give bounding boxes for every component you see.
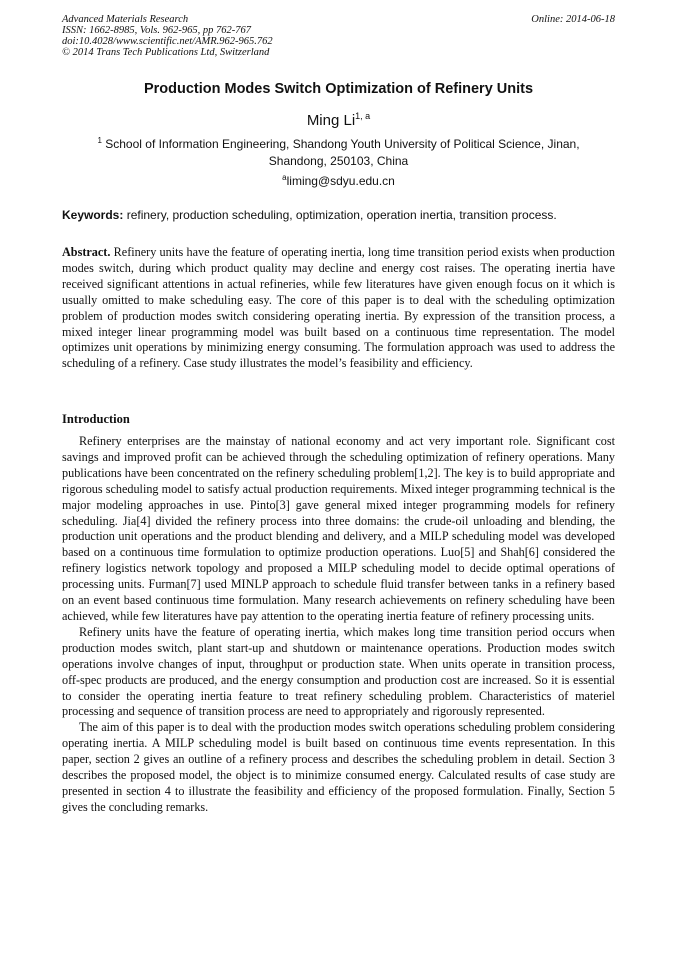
paper-title: Production Modes Switch Optimization of Refinery Units — [143, 81, 534, 97]
issn-line: ISSN: 1662-8985, Vols. 962-965, pp 762-767 — [62, 25, 251, 36]
affiliation-superscript: 1 — [97, 136, 102, 145]
email-address[interactable]: liming@sdyu.edu.cn — [286, 174, 395, 188]
copyright-line: © 2014 Trans Tech Publications Ltd, Switzerland — [62, 47, 270, 58]
email-superscript: a — [282, 173, 287, 182]
online-date: Online: 2014-06-18 — [531, 14, 615, 25]
journal-header — [62, 14, 442, 58]
author-line — [62, 112, 615, 130]
doi-line: doi:10.4028/www.scientific.net/AMR.962-965.762 — [62, 36, 273, 47]
abstract-label: Abstract. — [62, 245, 111, 259]
keywords-line — [62, 207, 615, 224]
author-superscript: 1, a — [355, 111, 371, 121]
email-line — [62, 173, 615, 190]
introduction-heading: Introduction — [62, 412, 130, 426]
introduction-body — [62, 434, 615, 816]
abstract-paragraph — [62, 245, 615, 372]
affiliation-text: School of Information Engineering, Shandong Youth University of Political Science, Jinan, Shandong, 250103, China — [105, 137, 580, 168]
affiliation — [80, 136, 597, 170]
body-paragraph-3: The aim of this paper is to deal with the production modes switch operations scheduling problem considering operating inertia. A MILP scheduling model is built based on continuous time events representation. In this paper, section 2 gives an outline of a refinery process and describes the scheduling problem in detail. Section 3 describes the proposed model, the object is to minimize consumed energy. Calculated results of case study are presented in section 4 to illustrate the feasibility and efficiency of the proposed formulation. Finally, Section 5 gives the concluding remarks. — [62, 720, 615, 814]
body-paragraph-2: Refinery units have the feature of operating inertia, which makes long time transition period occurs when production modes switch, plant start-up and shutdown or maintenance operations. Production modes switch operations involve changes of input, throughput or production state. When units operate in transition process, off-spec products are produced, and the energy consumption and production cost are increased. So it is essential to consider the operating inertia feature to treat refinery scheduling problem. Characteristics of materiel processing and sequence of transition process are need to appropriately and rigorously represented. — [62, 624, 615, 719]
abstract-text: Refinery units have the feature of operating inertia, long time transition period exists when production modes switch, during which product quality may decline and energy cost raises. The operating inertia have received significant attentions in actual refineries, while few literatures have given enough focus on it which is usually omitted to make scheduling easy. The core of this paper is to deal with the scheduling optimization problem of production modes switch considering operating inertia. By expression of the transition process, a mixed integer linear programming model was built based on a continuous time representation. The model optimizes unit operations by minimizing energy consuming. The formulation approach was used to address the scheduling of a refinery. Case study illustrates the model’s feasibility and efficiency. — [62, 245, 615, 371]
keywords-text: refinery, production scheduling, optimization, operation inertia, transition process. — [126, 208, 557, 222]
journal-name: Advanced Materials Research — [62, 14, 189, 25]
body-paragraph-1: Refinery enterprises are the mainstay of national economy and act very important role. Significant cost savings and improved profit can be achieved through the scheduling optimization of refinery operations. Many publications have been concentrated on the refinery scheduling problem[1,2]. The key is to build appropriate and rigorous scheduling model to satisfy actual production requirements. Mixed integer programming technical is the major modeling approaches in use. Pinto[3] gave general mixed integer programming models for refinery scheduling. Jia[4] divided the refinery process into three domains: the crude-oil unloading and blending, the production unit operations and the product blending and delivery, and a MILP scheduling model was developed based on a continuous time formulation to optimize production operations. Luo[5] and Shah[6] considered the refinery logistics network topology and proposed a MILP scheduling model to decide optimal operations of processing units. Furman[7] used MINLP approach to schedule fluid transfer between tanks in a refinery based on an event based continuous time formulation. Many research achievements on refinery scheduling have been achieved, while few literatures have pay attention to the operating inertia feature of refinery processing units. — [62, 434, 615, 623]
keywords-label: Keywords: — [62, 208, 124, 222]
author-name: Ming Li — [306, 112, 356, 129]
